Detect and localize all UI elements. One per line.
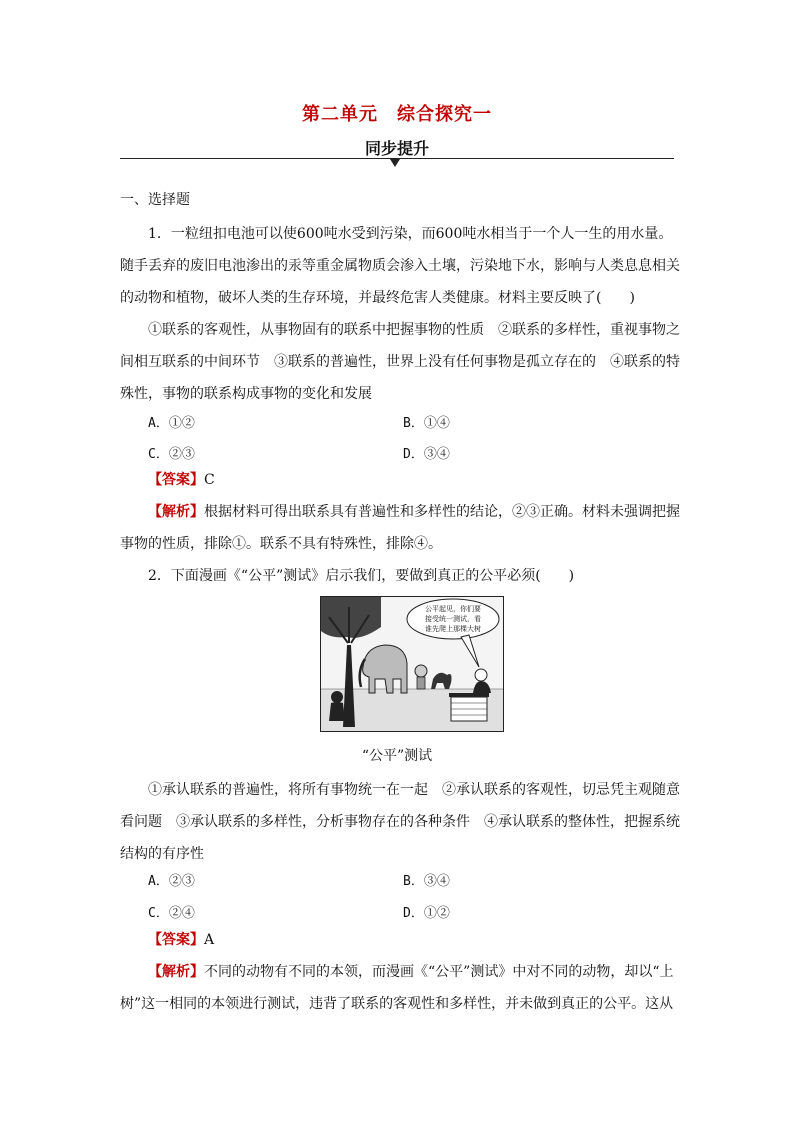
q2-analysis-line [148,962,673,982]
analysis-text: 根据材料可得出联系具有普遍性和多样性的结论，②③正确。材料未强调把握 [204,504,680,520]
q2-option-c: C．②④ [148,906,195,921]
speech-line: 谁先爬上那棵大树 [425,625,481,633]
q1-statement-line: ①联系的客观性，从事物固有的联系中把握事物的性质 ②联系的多样性，重视事物之 [148,322,680,338]
unit-title: 第二单元 综合探究一 [302,104,492,125]
q1-statement-line: 间相互联系的中间环节 ③联系的普遍性，世界上没有任何事物是孤立存在的 ④联系的特 [120,354,680,370]
q1-option-c: C．②③ [148,447,195,462]
q1-stem-line: 1．一粒纽扣电池可以使600吨水受到污染，而600吨水相当于一个人一生的用水量。 [148,226,673,242]
section-heading: 一、选择题 [120,192,190,208]
q1-option-b: B．①④ [403,416,450,431]
q1-option-a: A．①② [148,416,195,431]
comic-caption: “公平”测试 [361,748,433,764]
q1-statement-line: 殊性，事物的联系构成事物的变化和发展 [120,386,372,402]
q1-analysis-line: 事物的性质，排除①。联系不具有特殊性，排除④。 [120,536,442,552]
section-subtitle: 同步提升 [364,139,429,158]
analysis-text: 不同的动物有不同的本领，而漫画《“公平”测试》中对不同的动物，却以“上 [204,964,674,980]
answer-value: C [204,472,215,488]
analysis-label: 【解析】 [148,504,204,520]
q1-option-d: D．③④ [403,447,450,462]
answer-label: 【答案】 [148,472,204,488]
q2-option-a: A．②③ [148,874,195,889]
q2-statement-line: ①承认联系的普遍性，将所有事物统一在一起 ②承认联系的客观性，切忌凭主观随意 [148,782,680,798]
analysis-label: 【解析】 [148,964,204,980]
q2-option-b: B．③④ [403,874,450,889]
q2-statement-line: 结构的有序性 [120,846,204,862]
q2-stem: 2．下面漫画《“公平”测试》启示我们，要做到真正的公平必须( ) [148,568,575,584]
q2-analysis-line: 树”这一相同的本领进行测试，违背了联系的客观性和多样性，并未做到真正的公平。这从 [120,996,674,1012]
speech-line: 公平起见，你们要 [425,605,481,613]
q2-statement-line: 看问题 ③承认联系的多样性，分析事物存在的各种条件 ④承认联系的整体性，把握系统 [120,814,680,830]
answer-value: A [204,932,215,948]
q1-answer [148,470,215,490]
divider-triangle-icon [390,159,400,167]
q1-stem-line: 随手丢弃的废旧电池渗出的汞等重金属物质会渗入土壤，污染地下水，影响与人类息息相关 [120,258,680,274]
answer-label: 【答案】 [148,932,204,948]
speech-line: 接受统一测试，看 [425,615,481,623]
q1-analysis-line [148,502,680,522]
q1-stem-line: 的动物和植物，破坏人类的生存环境，并最终危害人类健康。材料主要反映了( ) [120,290,635,306]
q2-option-d: D．①② [403,906,450,921]
fairness-test-comic [320,596,504,732]
q2-answer [148,930,214,950]
